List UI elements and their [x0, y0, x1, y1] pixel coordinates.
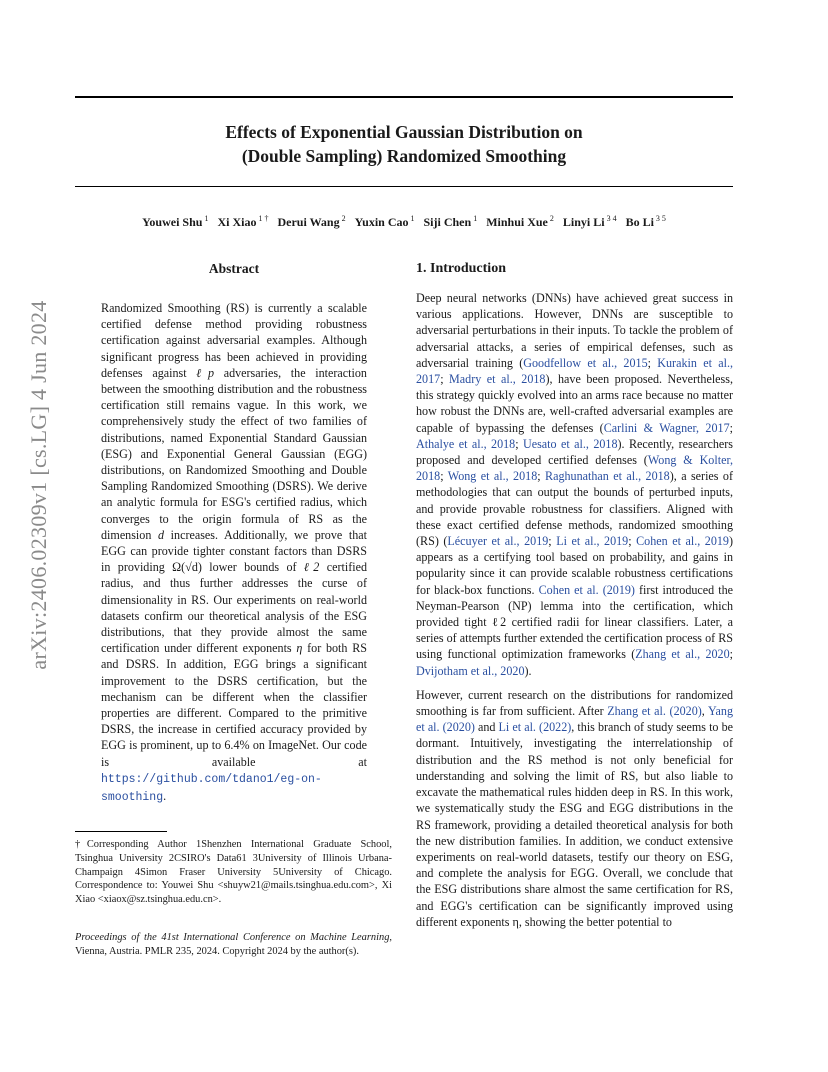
body-text: , this branch of study seems to be dormant. Intuitively, investigating the interrelationship of distribution and the RS method is not only beneficial for understanding and solving the limit of RS, but also liable to excavate the mathematical rules hidden deep in RS. In this work, we systematically study the ESG and EGG distributions in the RS framework, providing a detailed theoretical analysis for both the new distribution families. In addition, we conduct extensive experiments on real-world datasets, testify our theory on ESG, and complete the analysis for EGG. Overall, we conclude that the ESG distributions share almost the same certification for RS, and EGG's certification can be significantly improved using different exponents η, showing the better potential to: [416, 720, 733, 929]
body-text: ;: [537, 469, 546, 484]
citation-link[interactable]: Goodfellow et al., 2015: [523, 355, 648, 370]
citation-link[interactable]: Li et al., 2019: [556, 534, 629, 549]
author-name: Youwei Shu: [142, 215, 203, 229]
body-text: ;: [729, 420, 733, 435]
body-text: ;: [548, 534, 557, 549]
body-text: ) appears as a certifying tool based on probability, and gains in popularity since it can provide scalable robustness certifications for black-box functions.: [416, 534, 733, 597]
abstract-body: [101, 300, 367, 806]
citation-link[interactable]: Li et al. (2022): [498, 720, 572, 735]
citation-link[interactable]: Zhang et al. (2020): [607, 704, 702, 719]
author-name: Minhui Xue: [486, 215, 548, 229]
body-text: ;: [628, 534, 637, 549]
abstract-paragraph: Randomized Smoothing (RS) is currently a scalable certified defense method providing robustness certification against adversarial examples. Although significant progress has been achieved in providing defenses against ℓp adversaries, the interaction between the smoothing distribution and the robustness certification still remains vague. In this work, we comprehensively study the effect of two families of distributions, named Exponential Standard Gaussian (ESG) and Exponential General Gaussian (EGG) distributions, on Randomized Smoothing and Double Sampling Randomized Smoothing (DSRS). We derive an analytic formula for ESG's certified radius, which converges to the origin formula of RS as the dimension d increases. Additionally, we prove that EGG can provide tighter constant factors than DSRS in providing Ω(√d) lower bounds of ℓ2 certified radius, and thus further addresses the curse of dimensionality in RS. Our experiments on real-world datasets confirm our theoretical analysis of the ESG distributions, that they provide almost the same certification under different exponents η for both RS and DSRS. In addition, EGG brings a significant improvement to the DSRS certification, but the mechanism can be different when the classifier properties are different. Compared to the primitive DSRS, the increase in certified accuracy provided by EGG is prominent, up to 6.4% on ImageNet. Our code is available at https://github.com/tdano1/eg-on-smoothing.: [101, 301, 368, 805]
citation-link[interactable]: Athalye et al., 2018: [416, 436, 516, 451]
author-name: Derui Wang: [277, 215, 340, 229]
body-text: ), a series of methodologies that can output the bounds of perturbed inputs, and provide provable robustness for classifiers. Aligned with these exact certified defense methods, randomized smoothing (RS) (: [416, 469, 733, 549]
author-affiliation-mark: 1: [408, 214, 415, 223]
intro-paragraph-1: [416, 290, 733, 679]
abstract-heading: Abstract: [208, 261, 260, 276]
author-affiliation-mark: 3 4: [604, 214, 617, 223]
citation-link[interactable]: Kurakin et al., 2017: [416, 355, 733, 387]
body-text: and: [474, 720, 499, 735]
author-name: Linyi Li: [562, 215, 605, 229]
body-text: ). Recently, researchers proposed and developed certified defenses (: [416, 436, 733, 468]
citation-link[interactable]: Carlini & Wagner, 2017: [603, 420, 730, 435]
body-text: ;: [647, 355, 658, 370]
author-affiliation-mark: 2: [547, 214, 554, 223]
citation-link[interactable]: Raghunathan et al., 2018: [545, 469, 670, 484]
body-text: ;: [515, 436, 523, 451]
bottom-title-rule: [75, 186, 733, 187]
arxiv-stamp: [24, 300, 54, 670]
body-text: ).: [524, 663, 532, 678]
paper-title: [75, 120, 733, 168]
body-text: first introduced the Neyman-Pearson (NP) lemma into the certification, which provided tight ℓ2 certified radii for linear classifiers. Later, a series of attempts further extended the certification process of RS using functional optimization frameworks (: [416, 582, 734, 662]
body-text: ), have been proposed. Nevertheless, this strategy quickly evolved into an arms race because no matter how robust the DNNs are, well-crafted adversarial examples are capable of bypassing the defenses (: [416, 372, 733, 435]
citation-link[interactable]: Cohen et al. (2019): [538, 582, 635, 597]
author-affiliation-mark: 2: [339, 214, 346, 223]
body-text: However, current research on the distributions for randomized smoothing is far from sufficient. After: [416, 687, 733, 719]
code-link[interactable]: https://github.com/tdano1/eg-on-smoothing: [101, 772, 322, 805]
body-text: Deep neural networks (DNNs) have achieved great success in various applications. However, DNNs are susceptible to adversarial perturbations in their inputs. To tackle the problem of adversarial attacks, a series of empirical defenses, such as adversarial training (: [416, 291, 733, 370]
footnote-rule: [75, 831, 167, 832]
citation-link[interactable]: Dvijotham et al., 2020: [416, 663, 525, 678]
author-list: [75, 214, 733, 230]
citation-link[interactable]: Madry et al., 2018: [449, 372, 546, 387]
citation-link[interactable]: Wong & Kolter, 2018: [416, 453, 734, 484]
intro-body: [416, 290, 733, 930]
top-rule: [75, 96, 733, 98]
citation-link[interactable]: Zhang et al., 2020: [635, 647, 730, 662]
body-text: ;: [440, 372, 450, 387]
title-line-2: (Double Sampling) Randomized Smoothing: [241, 146, 567, 166]
body-text: ;: [729, 647, 734, 662]
citation-link[interactable]: Cohen et al., 2019: [636, 534, 729, 549]
intro-heading: 1. Introduction: [416, 261, 506, 276]
affiliation-footnote: †Corresponding Author 1Shenzhen International Graduate School, Tsinghua University 2CSIRO's Data61 3University of Illinois Urbana-Champaign 4Simon Fraser University 5University of Chicago. Correspondence to: Youwei Shu <shuyw21@mails.tsinghua.edu.com>, Xi Xiao <xiaox@sz.tsinghua.edu.cn>.: [75, 839, 392, 906]
author-name: Yuxin Cao: [354, 215, 409, 229]
author-name: Xi Xiao: [217, 215, 257, 229]
author-affiliation-mark: 1: [471, 214, 478, 223]
body-text: ;: [440, 469, 448, 484]
author-name: Siji Chen: [423, 215, 472, 229]
arxiv-stamp-text: arXiv:2406.02309v1 [cs.LG] 4 Jun 2024: [26, 300, 51, 670]
author-affiliation-mark: 1 †: [256, 214, 269, 223]
proceedings-note: Proceedings of the 41st International Conference on Machine Learning, Vienna, Austria. PMLR 235, 2024. Copyright 2024 by the author(s).: [75, 932, 392, 957]
body-text: ,: [701, 704, 709, 719]
author-name: Bo Li: [625, 215, 654, 229]
title-line-1: Effects of Exponential Gaussian Distribution on: [225, 122, 583, 142]
author-affiliation-mark: 1: [202, 214, 209, 223]
author-affiliation-mark: 3 5: [653, 214, 666, 223]
citation-link[interactable]: Yang et al. (2020): [416, 704, 733, 735]
citation-link[interactable]: Lécuyer et al., 2019: [447, 534, 549, 549]
citation-link[interactable]: Wong et al., 2018: [447, 469, 538, 484]
citation-link[interactable]: Uesato et al., 2018: [523, 436, 618, 451]
intro-paragraph-2: [416, 687, 733, 930]
